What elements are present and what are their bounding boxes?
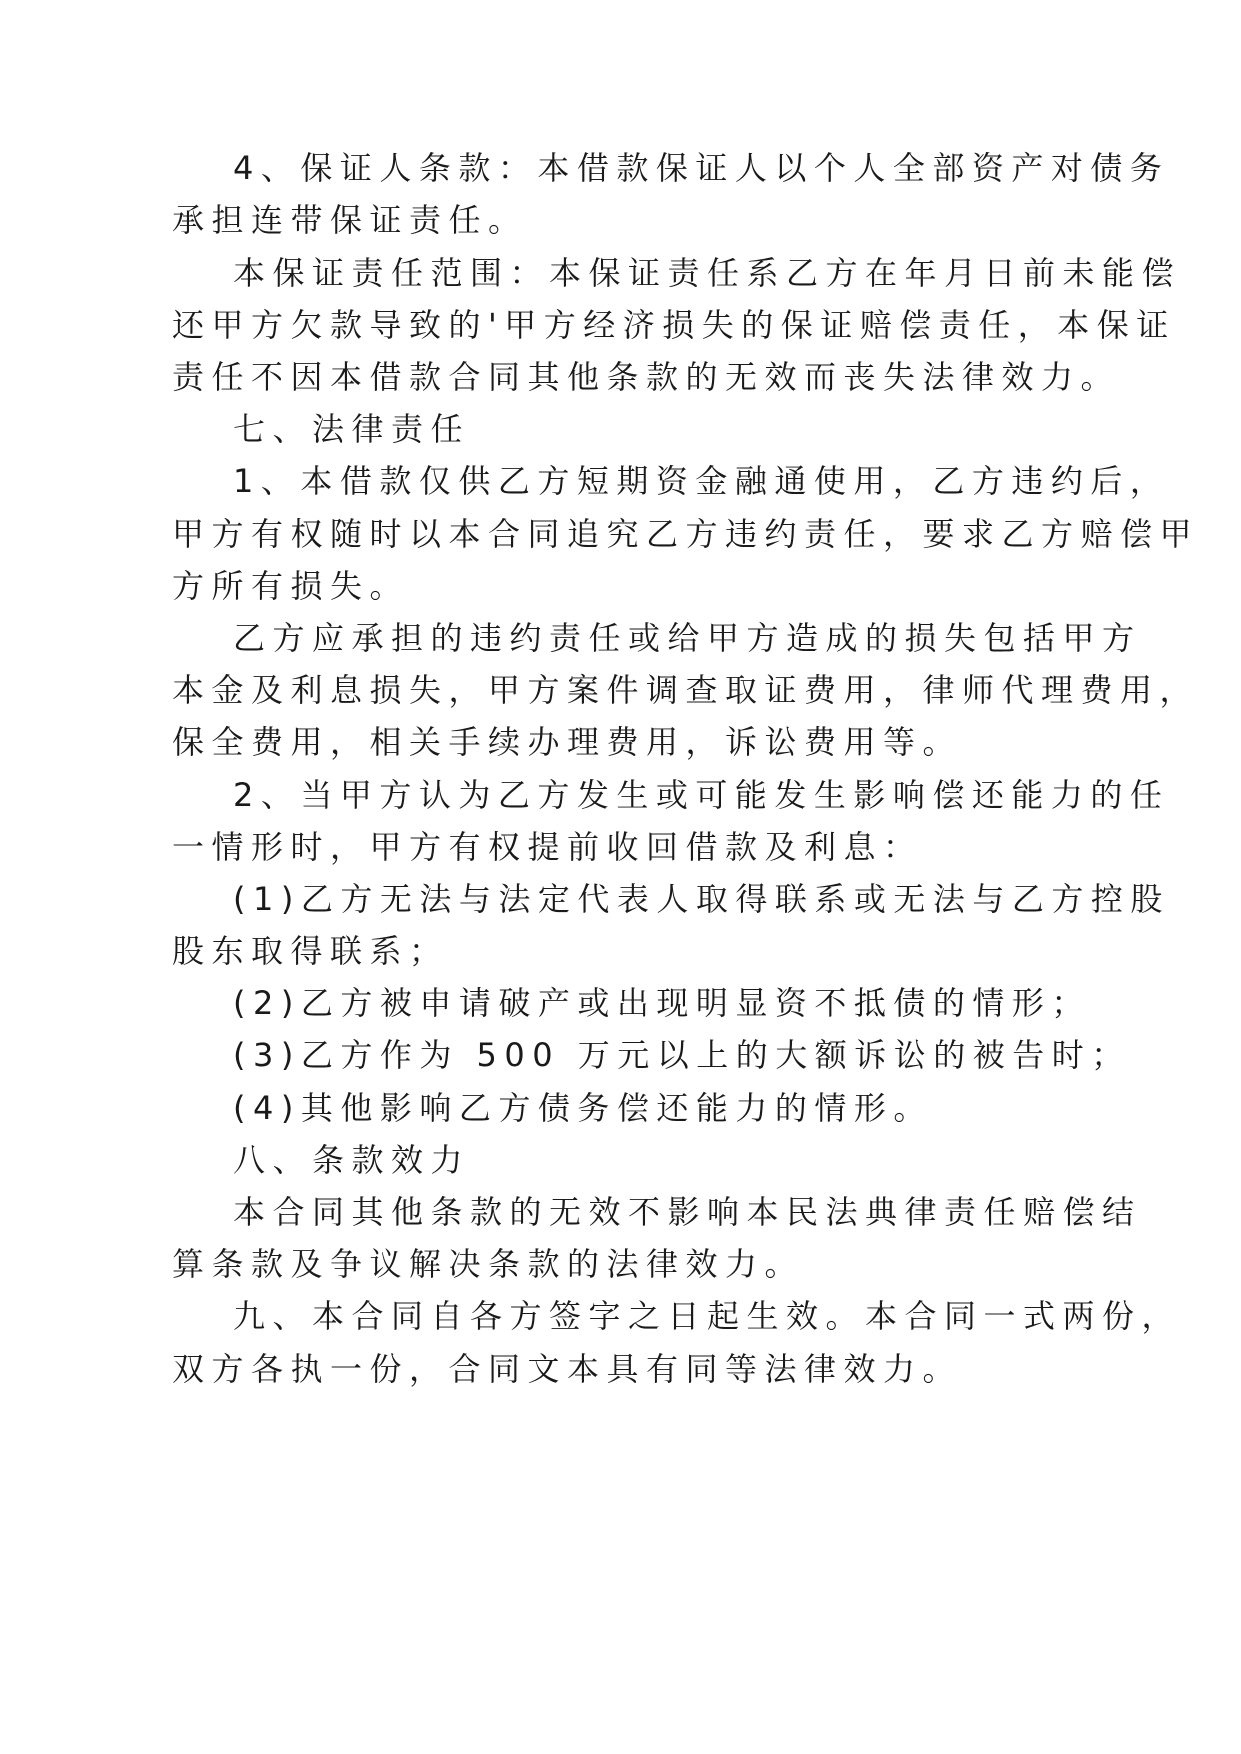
- text-line: 算条款及争议解决条款的法律效力。: [172, 1245, 805, 1283]
- text-line: 还甲方欠款导致的'甲方经济损失的保证赔偿责任，本保证: [172, 306, 1176, 344]
- list-item: (1)乙方无法与法定代表人取得联系或无法与乙方控股: [233, 880, 1170, 918]
- text-line: 2、当甲方认为乙方发生或可能发生影响偿还能力的任: [233, 776, 1170, 814]
- text-line: 乙方应承担的违约责任或给甲方造成的损失包括甲方: [233, 619, 1142, 657]
- text-line: 1、本借款仅供乙方短期资金融通使用，乙方违约后，: [233, 462, 1170, 500]
- text-line: 本金及利息损失，甲方案件调查取证费用，律师代理费用，: [172, 671, 1200, 709]
- text-line: 双方各执一份，合同文本具有同等法律效力。: [172, 1350, 963, 1388]
- text-line: 本合同其他条款的无效不影响本民法典律责任赔偿结: [233, 1193, 1142, 1231]
- list-item: (3)乙方作为 500 万元以上的大额诉讼的被告时；: [233, 1036, 1131, 1074]
- text-line: 方所有损失。: [172, 567, 410, 605]
- text-line: 本保证责任范围：本保证责任系乙方在年月日前未能偿: [233, 254, 1182, 292]
- list-item: (2)乙方被申请破产或出现明显资不抵债的情形；: [233, 984, 1091, 1022]
- text-line: 一情形时，甲方有权提前收回借款及利息：: [172, 828, 923, 866]
- text-line: 甲方有权随时以本合同追究乙方违约责任，要求乙方赔偿甲: [172, 515, 1200, 553]
- section-heading: 八、条款效力: [233, 1141, 471, 1179]
- text-line: 九、本合同自各方签字之日起生效。本合同一式两份，: [233, 1297, 1182, 1335]
- text-line: 股东取得联系；: [172, 932, 449, 970]
- text-line: 4、保证人条款：本借款保证人以个人全部资产对债务: [233, 149, 1170, 187]
- text-line: 保全费用，相关手续办理费用，诉讼费用等。: [172, 723, 963, 761]
- text-line: 责任不因本借款合同其他条款的无效而丧失法律效力。: [172, 358, 1121, 396]
- text-line: 承担连带保证责任。: [172, 201, 528, 239]
- list-item: (4)其他影响乙方债务偿还能力的情形。: [233, 1089, 933, 1127]
- section-heading: 七、法律责任: [233, 410, 471, 448]
